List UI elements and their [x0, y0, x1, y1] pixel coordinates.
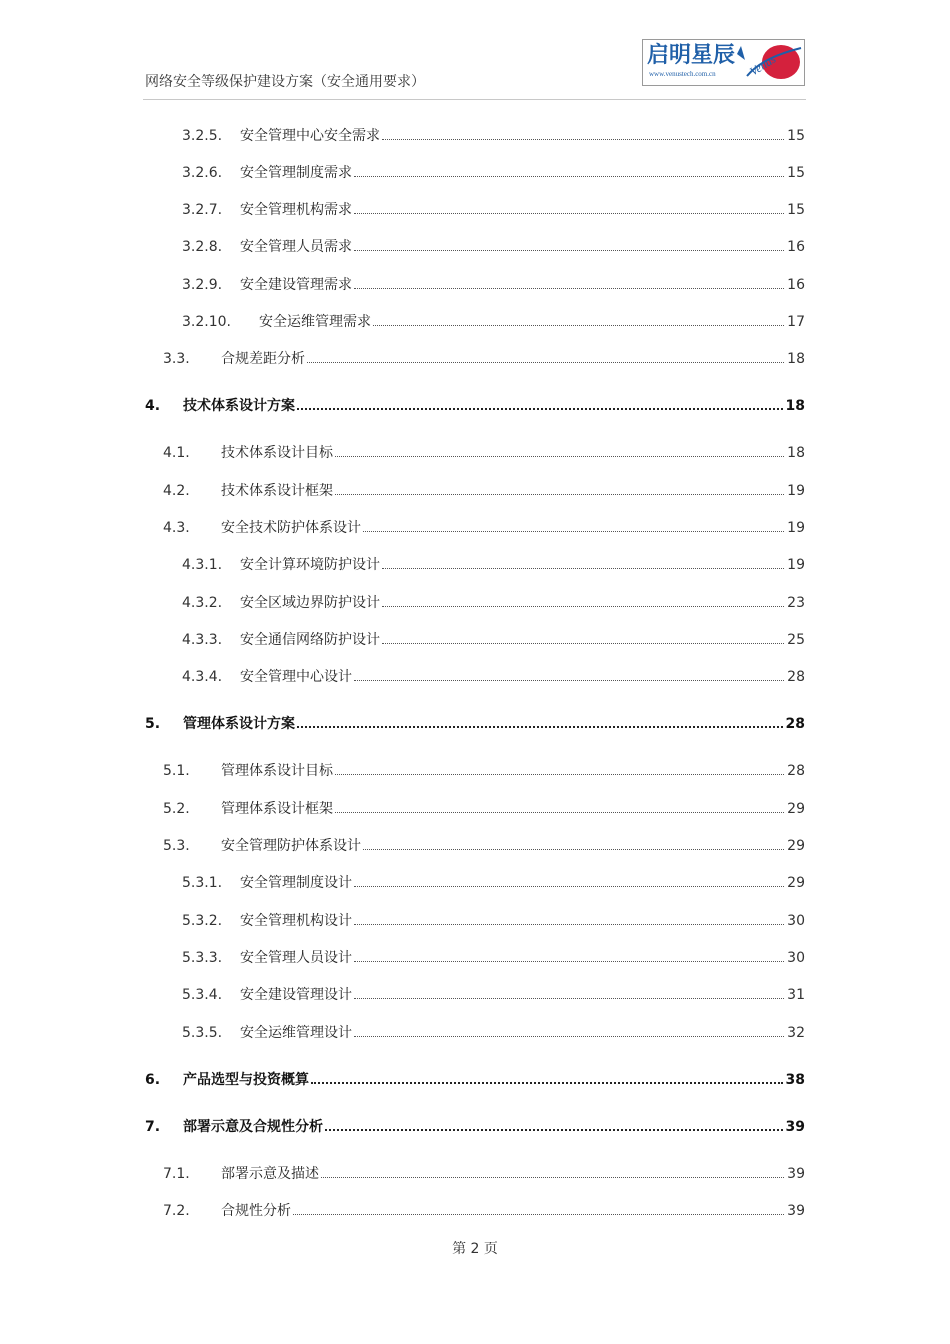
toc-entry-page: 28 — [787, 763, 805, 779]
toc-entry-title: 安全管理中心设计 — [240, 669, 352, 685]
toc-dot-leader — [307, 362, 784, 363]
toc-entry-number: 5.3.3. — [182, 950, 223, 966]
toc-entry-page: 15 — [787, 128, 805, 144]
toc-entry-number: 6. — [145, 1072, 161, 1088]
toc-entry-number: 3.2.8. — [182, 239, 223, 255]
toc-entry-page: 32 — [787, 1025, 805, 1041]
toc-dot-leader — [321, 1177, 784, 1178]
toc-entry-page: 31 — [787, 987, 805, 1003]
logo-text: 启明星辰 — [647, 43, 736, 68]
toc-entry-page: 39 — [785, 1119, 805, 1135]
toc-dot-leader — [354, 680, 784, 681]
toc-entry-title: 安全管理机构设计 — [240, 913, 352, 929]
toc-dot-leader — [354, 961, 784, 962]
toc-entry-title: 技术体系设计目标 — [221, 445, 333, 461]
toc-entry[interactable] — [0, 125, 950, 147]
toc-entry-title: 安全管理机构需求 — [240, 202, 352, 218]
toc-entry-page: 18 — [787, 445, 805, 461]
toc-entry-title: 安全管理人员需求 — [240, 239, 352, 255]
logo-mark-text: Venus — [747, 51, 779, 79]
toc-dot-leader — [382, 643, 784, 644]
page-footer: 第 2 页 — [452, 1241, 498, 1257]
venus-logo-icon — [733, 40, 805, 86]
toc-entry-page: 15 — [787, 165, 805, 181]
toc-entry-title: 安全通信网络防护设计 — [240, 632, 380, 648]
toc-dot-leader — [335, 456, 784, 457]
toc-entry-number: 7.1. — [163, 1166, 190, 1182]
toc-entry[interactable] — [0, 1022, 950, 1044]
toc-entry[interactable] — [0, 274, 950, 296]
toc-dot-leader — [354, 176, 784, 177]
toc-entry-title: 安全管理制度设计 — [240, 875, 352, 891]
toc-entry[interactable] — [0, 1163, 950, 1185]
toc-dot-leader — [363, 849, 784, 850]
toc-entry[interactable] — [0, 984, 950, 1006]
toc-entry-page: 15 — [787, 202, 805, 218]
toc-dot-leader — [297, 408, 783, 410]
toc-entry-title: 技术体系设计方案 — [183, 398, 295, 414]
toc-entry-page: 19 — [787, 483, 805, 499]
toc-entry[interactable] — [0, 442, 950, 464]
toc-entry-title: 安全区域边界防护设计 — [240, 595, 380, 611]
toc-entry-title: 安全技术防护体系设计 — [221, 520, 361, 536]
toc-entry-number: 3.2.10. — [182, 314, 231, 330]
toc-entry-page: 17 — [787, 314, 805, 330]
toc-dot-leader — [354, 924, 784, 925]
toc-entry-title: 安全管理制度需求 — [240, 165, 352, 181]
toc-entry-number: 7. — [145, 1119, 161, 1135]
toc-dot-leader — [293, 1214, 784, 1215]
toc-entry-title: 管理体系设计目标 — [221, 763, 333, 779]
toc-entry[interactable] — [0, 517, 950, 539]
toc-entry-page: 29 — [787, 801, 805, 817]
toc-entry-title: 管理体系设计框架 — [221, 801, 333, 817]
toc-entry-number: 5. — [145, 716, 161, 732]
toc-entry-page: 18 — [785, 398, 805, 414]
toc-entry[interactable] — [0, 910, 950, 932]
toc-entry-page: 28 — [785, 716, 805, 732]
toc-entry-title: 技术体系设计框架 — [221, 483, 333, 499]
toc-entry-title: 部署示意及描述 — [221, 1166, 319, 1182]
toc-dot-leader — [354, 250, 784, 251]
toc-entry-page: 39 — [787, 1166, 805, 1182]
toc-entry-page: 38 — [785, 1072, 805, 1088]
toc-entry[interactable] — [0, 162, 950, 184]
toc-entry-number: 4.2. — [163, 483, 190, 499]
toc-entry-page: 19 — [787, 520, 805, 536]
toc-entry-page: 19 — [787, 557, 805, 573]
toc-entry-number: 4.3.4. — [182, 669, 223, 685]
toc-dot-leader — [382, 139, 784, 140]
toc-entry[interactable] — [0, 311, 950, 333]
toc-entry-page: 29 — [787, 838, 805, 854]
toc-entry[interactable] — [0, 395, 950, 417]
toc-entry-number: 5.3. — [163, 838, 190, 854]
toc-entry-number: 4.3.1. — [182, 557, 223, 573]
toc-dot-leader — [335, 812, 784, 813]
toc-entry-page: 16 — [787, 277, 805, 293]
toc-entry-page: 29 — [787, 875, 805, 891]
toc-entry-title: 安全运维管理需求 — [259, 314, 371, 330]
toc-dot-leader — [335, 774, 784, 775]
toc-entry-number: 5.3.2. — [182, 913, 223, 929]
toc-entry-number: 5.1. — [163, 763, 190, 779]
toc-dot-leader — [335, 494, 784, 495]
toc-entry[interactable] — [0, 199, 950, 221]
toc-dot-leader — [354, 288, 784, 289]
toc-entry[interactable] — [0, 348, 950, 370]
toc-entry-number: 3.2.9. — [182, 277, 223, 293]
toc-entry-number: 3.3. — [163, 351, 190, 367]
logo-website: www.venustech.com.cn — [649, 70, 716, 78]
toc-entry-title: 安全建设管理设计 — [240, 987, 352, 1003]
toc-entry[interactable] — [0, 872, 950, 894]
toc-dot-leader — [382, 568, 784, 569]
toc-entry-title: 安全建设管理需求 — [240, 277, 352, 293]
toc-dot-leader — [373, 325, 784, 326]
document-header-title: 网络安全等级保护建设方案（安全通用要求） — [145, 74, 425, 90]
toc-entry-title: 部署示意及合规性分析 — [183, 1119, 323, 1135]
toc-entry[interactable] — [0, 835, 950, 857]
toc-entry-number: 3.2.5. — [182, 128, 223, 144]
toc-entry[interactable] — [0, 1069, 950, 1091]
toc-dot-leader — [297, 726, 783, 728]
toc-entry-page: 23 — [787, 595, 805, 611]
toc-entry-number: 4.3.2. — [182, 595, 223, 611]
toc-entry-title: 产品选型与投资概算 — [183, 1072, 309, 1088]
toc-entry[interactable] — [0, 629, 950, 651]
toc-entry-number: 4.3.3. — [182, 632, 223, 648]
toc-dot-leader — [382, 606, 784, 607]
toc-entry-page: 30 — [787, 913, 805, 929]
toc-entry[interactable] — [0, 592, 950, 614]
toc-dot-leader — [354, 213, 784, 214]
toc-dot-leader — [354, 998, 784, 999]
toc-entry-number: 3.2.6. — [182, 165, 223, 181]
toc-entry-number: 4. — [145, 398, 161, 414]
toc-entry-title: 合规性分析 — [221, 1203, 291, 1219]
toc-entry-number: 4.3. — [163, 520, 190, 536]
toc-entry-number: 3.2.7. — [182, 202, 223, 218]
toc-entry[interactable] — [0, 666, 950, 688]
toc-entry[interactable] — [0, 236, 950, 258]
toc-entry-title: 安全计算环境防护设计 — [240, 557, 380, 573]
toc-entry-title: 管理体系设计方案 — [183, 716, 295, 732]
toc-entry-number: 4.1. — [163, 445, 190, 461]
toc-entry-number: 5.3.5. — [182, 1025, 223, 1041]
toc-dot-leader — [363, 531, 784, 532]
toc-entry[interactable] — [0, 713, 950, 735]
toc-entry-title: 安全管理人员设计 — [240, 950, 352, 966]
toc-entry-page: 25 — [787, 632, 805, 648]
toc-entry-number: 7.2. — [163, 1203, 190, 1219]
toc-entry-page: 39 — [787, 1203, 805, 1219]
toc-dot-leader — [325, 1129, 783, 1131]
toc-entry-number: 5.2. — [163, 801, 190, 817]
toc-entry-page: 18 — [787, 351, 805, 367]
toc-entry-title: 合规差距分析 — [221, 351, 305, 367]
toc-entry[interactable] — [0, 947, 950, 969]
toc-entry-page: 30 — [787, 950, 805, 966]
toc-entry-title: 安全管理防护体系设计 — [221, 838, 361, 854]
toc-dot-leader — [354, 1036, 784, 1037]
toc-entry[interactable] — [0, 554, 950, 576]
toc-entry-number: 5.3.4. — [182, 987, 223, 1003]
toc-dot-leader — [354, 886, 784, 887]
header-divider — [143, 99, 806, 100]
toc-dot-leader — [311, 1082, 783, 1084]
toc-entry-page: 28 — [787, 669, 805, 685]
toc-entry[interactable] — [0, 760, 950, 782]
toc-entry[interactable] — [0, 1200, 950, 1222]
toc-entry-title: 安全管理中心安全需求 — [240, 128, 380, 144]
toc-entry[interactable] — [0, 798, 950, 820]
company-logo — [642, 39, 805, 86]
toc-entry[interactable] — [0, 480, 950, 502]
toc-entry-number: 5.3.1. — [182, 875, 223, 891]
toc-entry-page: 16 — [787, 239, 805, 255]
toc-entry-title: 安全运维管理设计 — [240, 1025, 352, 1041]
toc-entry[interactable] — [0, 1116, 950, 1138]
